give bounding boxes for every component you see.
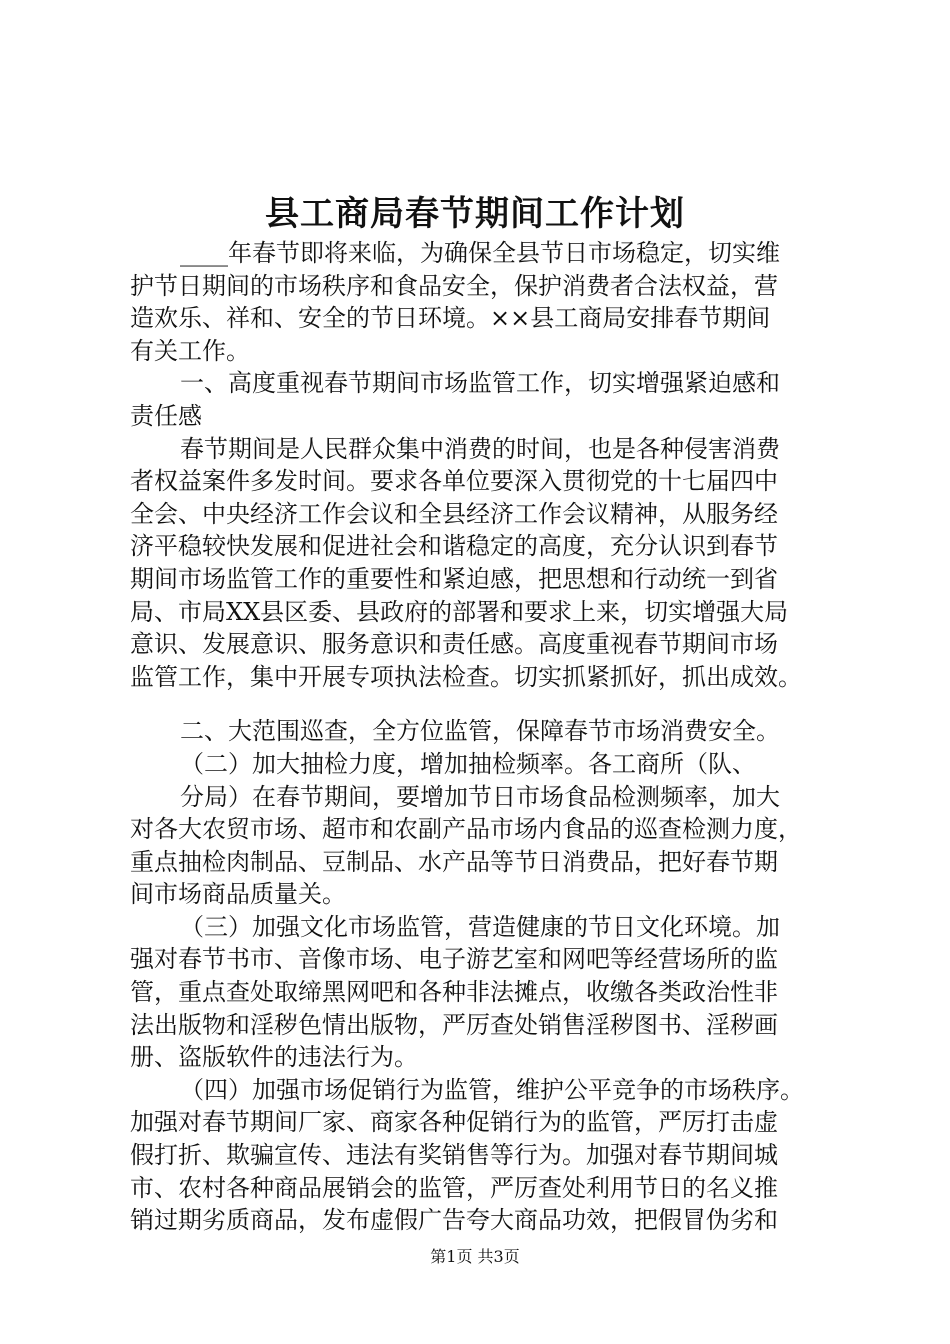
item-3-line-3: 管，重点查处取缔黑网吧和各种非法摊点，收缴各类政治性非 (130, 978, 778, 1007)
section-1-para-line-1: 春节期间是人民群众集中消费的时间，也是各种侵害消费 (180, 434, 780, 463)
section-1-para-line-6: 局、市局XX县区委、县政府的部署和要求上来，切实增强大局 (130, 597, 789, 626)
item-3-line-4: 法出版物和淫秽色情出版物，严厉查处销售淫秽图书、淫秽画 (130, 1010, 778, 1039)
item-2-line-5: 间市场商品质量关。 (130, 880, 346, 909)
item-2-line-2: 分局）在春节期间，要增加节日市场食品检测频率，加大 (180, 782, 780, 811)
document-title: 县工商局春节期间工作计划 (265, 194, 685, 234)
section-1-para-line-2: 者权益案件多发时间。要求各单位要深入贯彻党的十七届四中 (130, 467, 778, 496)
intro-line-1: ____年春节即将来临，为确保全县节日市场稳定，切实维 (180, 239, 780, 267)
item-3-line-5: 册、盗版软件的违法行为。 (130, 1043, 418, 1072)
item-2-line-4: 重点抽检肉制品、豆制品、水产品等节日消费品，把好春节期 (130, 847, 778, 876)
item-2-line-1: （二）加大抽检力度，增加抽检频率。各工商所（队、 (180, 749, 756, 778)
section-1-para-line-8: 监管工作，集中开展专项执法检查。切实抓紧抓好，抓出成效。 (130, 662, 802, 691)
item-4-line-5: 销过期劣质商品，发布虚假广告夸大商品功效，把假冒伪劣和 (130, 1206, 778, 1235)
item-4-line-2: 加强对春节期间厂家、商家各种促销行为的监管，严厉打击虚 (130, 1108, 778, 1137)
intro-line-2: 护节日期间的市场秩序和食品安全，保护消费者合法权益，营 (130, 271, 778, 300)
document-body (130, 237, 842, 1237)
item-4-line-3: 假打折、欺骗宣传、违法有奖销售等行为。加强对春节期间城 (130, 1141, 778, 1170)
section-1-heading-line-1: 一、高度重视春节期间市场监管工作，切实增强紧迫感和 (180, 369, 780, 398)
item-4-line-4: 市、农村各种商品展销会的监管，严厉查处利用节日的名义推 (130, 1173, 778, 1202)
section-1-heading-line-2: 责任感 (130, 401, 202, 430)
item-4-line-1: （四）加强市场促销行为监管，维护公平竞争的市场秩序。 (180, 1075, 804, 1104)
intro-line-4: 有关工作。 (130, 336, 250, 365)
section-1-para-line-7: 意识、发展意识、服务意识和责任感。高度重视春节期间市场 (130, 630, 778, 659)
section-1-para-line-4: 济平稳较快发展和促进社会和谐稳定的高度，充分认识到春节 (130, 532, 778, 561)
section-1-para-line-5: 期间市场监管工作的重要性和紧迫感，把思想和行动统一到省 (130, 564, 778, 593)
page-footer: 第1页 共3页 (430, 1247, 520, 1266)
item-3-line-2: 强对春节书市、音像市场、电子游艺室和网吧等经营场所的监 (130, 945, 778, 974)
section-2-heading: 二、大范围巡查，全方位监管，保障春节市场消费安全。 (180, 717, 780, 746)
paragraph-gap (130, 693, 842, 715)
item-3-line-1: （三）加强文化市场监管，营造健康的节日文化环境。加 (180, 912, 780, 941)
intro-line-3: 造欢乐、祥和、安全的节日环境。××县工商局安排春节期间 (130, 304, 771, 333)
item-2-line-3: 对各大农贸市场、超市和农副产品市场内食品的巡查检测力度， (130, 815, 802, 844)
section-1-para-line-3: 全会、中央经济工作会议和全县经济工作会议精神，从服务经 (130, 499, 778, 528)
